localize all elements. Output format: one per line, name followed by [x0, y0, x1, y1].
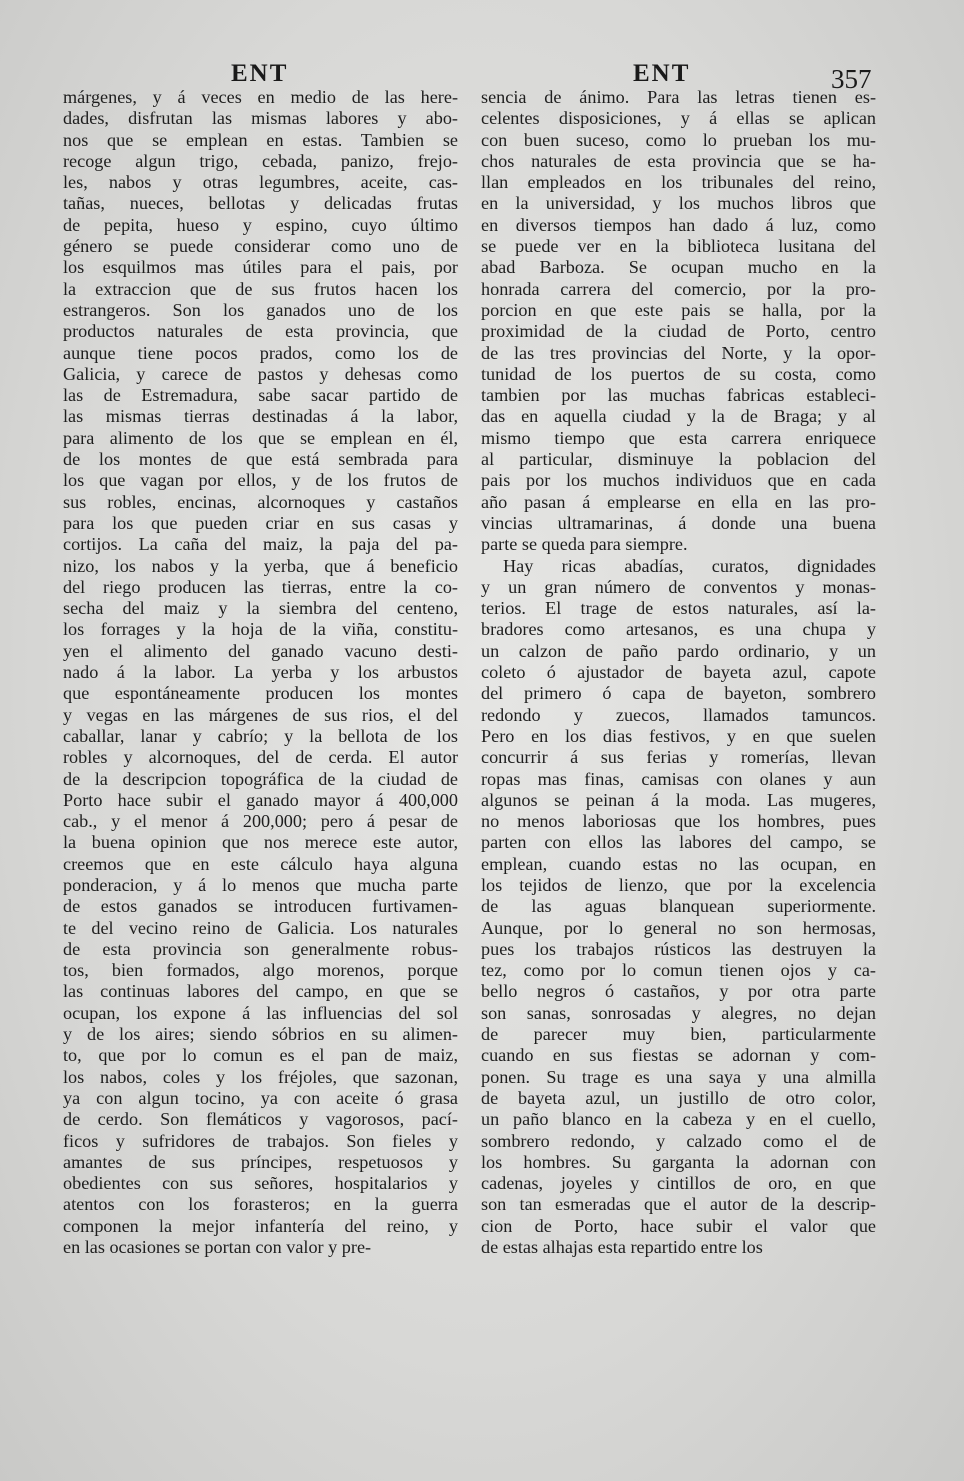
- text-line: los hombres. Su garganta la adornan con: [481, 1151, 876, 1172]
- text-line: estrangeros. Son los ganados uno de los: [63, 299, 458, 320]
- text-line: Porto hace subir el ganado mayor á 400,000: [63, 789, 458, 810]
- text-line: tunidad de los puertos de su costa, como: [481, 363, 876, 384]
- text-line: y un gran número de conventos y monas-: [481, 576, 876, 597]
- text-line: se puede ver en la biblioteca lusitana del: [481, 236, 876, 257]
- text-line: emplean, cuando estas no las ocupan, en: [481, 853, 876, 874]
- text-line: de la descripcion topográfica de la ciudad de: [63, 768, 458, 789]
- text-line: tambien por las muchas fabricas estableci-: [481, 385, 876, 406]
- text-line: los nabos, coles y los fréjoles, que sazonan,: [63, 1066, 458, 1087]
- text-line: coleto ó ajustador de bayeta azul, capote: [481, 662, 876, 683]
- text-line: Hay ricas abadías, curatos, dignidades: [503, 555, 876, 576]
- text-line: un paño blanco en la cabeza y en el cuello,: [481, 1109, 876, 1130]
- text-line: terios. El trage de estos naturales, así la-: [481, 598, 876, 619]
- text-line: Aunque, por lo general no son hermosas,: [481, 917, 876, 938]
- text-line: la buena opinion que nos merece este autor,: [63, 832, 458, 853]
- text-line: de cerdo. Son flemáticos y vagorosos, pací-: [63, 1109, 458, 1130]
- text-line: bradores como artesanos, es una chupa y: [481, 619, 876, 640]
- text-line: un calzon de paño pardo ordinario, y un: [481, 640, 876, 661]
- text-line: aunque tiene pocos prados, como los de: [63, 342, 458, 363]
- text-line: los esquilmos mas útiles para el pais, por: [63, 257, 458, 278]
- text-line: las mismas tierras destinadas á la labor,: [63, 406, 458, 427]
- text-line: de estas alhajas esta repartido entre los: [481, 1237, 763, 1258]
- text-line: recoge algun trigo, cebada, panizo, frejo-: [63, 150, 458, 171]
- text-line: bello negros ó castaños, y por otra parte: [481, 981, 876, 1002]
- text-line: sencia de ánimo. Para las letras tienen es-: [481, 87, 876, 107]
- text-line: sus robles, encinas, alcornoques y castaños: [63, 491, 458, 512]
- text-line: amantes de sus príncipes, respetuosos y: [63, 1151, 458, 1172]
- text-line: dades, disfrutan las mismas labores y abo-: [63, 108, 458, 129]
- text-line: mismo tiempo que esta carrera enriquece: [481, 427, 876, 448]
- text-line: Galicia, y carece de pastos y dehesas como: [63, 363, 458, 384]
- text-line: ficos y sufridores de trabajos. Son fieles y: [63, 1130, 458, 1151]
- text-line: concurrir á sus ferias y romerías, llevan: [481, 747, 876, 768]
- text-line: creemos que en este cálculo haya alguna: [63, 853, 458, 874]
- text-line: para alimento de los que se emplean en él,: [63, 427, 458, 448]
- text-line: pais por los muchos individuos que en cada: [481, 470, 876, 491]
- text-line: pues los trabajos rústicos las destruyen la: [481, 938, 876, 959]
- text-line: secha del maiz y la siembra del centeno,: [63, 598, 458, 619]
- text-line: parte se queda para siempre.: [481, 534, 688, 555]
- text-line: llan empleados en los tribunales del reino,: [481, 172, 876, 193]
- text-line: ocupan, los expone á las influencias del sol: [63, 1002, 458, 1023]
- text-line: algunos se peinan á la moda. Las mugeres,: [481, 789, 876, 810]
- text-line: de las aguas blanquean superiormente.: [481, 896, 876, 917]
- text-line: das en aquella ciudad y la de Braga; y al: [481, 406, 876, 427]
- text-line: la extraccion que de sus frutos hacen los: [63, 278, 458, 299]
- text-line: cuando en sus fiestas se adornan y com-: [481, 1045, 876, 1066]
- text-line: ponen. Su trage es una saya y una almilla: [481, 1066, 876, 1087]
- running-head-right: ENT: [633, 60, 691, 87]
- text-line: en las ocasiones se portan con valor y pre-: [63, 1237, 372, 1258]
- text-column-left: [63, 87, 458, 1258]
- text-line: en la universidad, y los muchos libros que: [481, 193, 876, 214]
- text-line: proximidad de la ciudad de Porto, centro: [481, 321, 876, 342]
- text-line: de esta provincia son generalmente robus-: [63, 938, 458, 959]
- text-line: honrada carrera del comercio, por la pro-: [481, 278, 876, 299]
- text-line: nos que se emplean en estas. Tambien se: [63, 129, 458, 150]
- text-line: porcion en que este pais se halla, por la: [481, 299, 876, 320]
- text-line: nizo, los nabos y la yerba, que á beneficio: [63, 555, 458, 576]
- text-line: cab., y el menor á 200,000; pero á pesar de: [63, 811, 458, 832]
- text-line: yen el alimento del ganado vacuno desti-: [63, 640, 458, 661]
- text-line: obedientes con sus señores, hospitalarios y: [63, 1173, 458, 1194]
- text-line: género se puede considerar como uno de: [63, 236, 458, 257]
- text-line: los tejidos de lienzo, que por la excelencia: [481, 874, 876, 895]
- text-line: no menos laboriosas que los hombres, pues: [481, 811, 876, 832]
- text-line: ponderacion, y á lo menos que mucha parte: [63, 874, 458, 895]
- text-line: robles y alcornoques, del de cerda. El autor: [63, 747, 458, 768]
- text-line: de bayeta azul, un justillo de otro color,: [481, 1087, 876, 1108]
- text-line: en diversos tiempos han dado á luz, como: [481, 214, 876, 235]
- text-line: tez, como por lo comun tienen ojos y ca-: [481, 960, 876, 981]
- text-line: caballar, lanar y cabrío; y la bellota de los: [63, 725, 458, 746]
- text-line: las continuas labores del campo, en que se: [63, 981, 458, 1002]
- text-line: productos naturales de esta provincia, que: [63, 321, 458, 342]
- text-line: con buen suceso, como lo prueban los mu-: [481, 129, 876, 150]
- text-line: y de los aires; siendo sóbrios en su alimen-: [63, 1024, 458, 1045]
- text-line: redondo y zuecos, llamados tamuncos.: [481, 704, 876, 725]
- text-line: los que vagan por ellos, y de los frutos de: [63, 470, 458, 491]
- text-line: tos, bien formados, algo morenos, porque: [63, 960, 458, 981]
- text-line: márgenes, y á veces en medio de las here-: [63, 87, 458, 107]
- text-line: tañas, nueces, bellotas y delicadas frutas: [63, 193, 458, 214]
- text-line: les, nabos y otras legumbres, aceite, cas-: [63, 172, 458, 193]
- text-line: componen la mejor infantería del reino, y: [63, 1215, 458, 1236]
- text-line: parten con ellos las labores del campo, se: [481, 832, 876, 853]
- text-line: al particular, disminuye la poblacion del: [481, 449, 876, 470]
- text-line: para los que pueden criar en sus casas y: [63, 512, 458, 533]
- text-line: los forrages y la hoja de la viña, constitu-: [63, 619, 458, 640]
- running-head-left: ENT: [231, 60, 289, 87]
- text-column-right: [481, 87, 876, 1258]
- text-line: de pepita, hueso y espino, cuyo último: [63, 214, 458, 235]
- text-line: de estos ganados se introducen furtivamen-: [63, 896, 458, 917]
- text-line: y vegas en las márgenes de sus rios, el del: [63, 704, 458, 725]
- text-line: de los montes de que está sembrada para: [63, 449, 458, 470]
- text-line: cadenas, joyeles y cintillos de oro, en que: [481, 1173, 876, 1194]
- text-line: atentos con los forasteros; en la guerra: [63, 1194, 458, 1215]
- page-number: 357: [831, 64, 872, 94]
- text-line: Pero en los dias festivos, y en que suelen: [481, 725, 876, 746]
- text-line: del riego producen las tierras, entre la co-: [63, 576, 458, 597]
- text-line: ya con algun tocino, ya con aceite ó grasa: [63, 1087, 458, 1108]
- text-line: son tan esmeradas que el autor de la descrip-: [481, 1194, 876, 1215]
- text-line: te del vecino reino de Galicia. Los naturales: [63, 917, 458, 938]
- text-line: to, que por lo comun es el pan de maiz,: [63, 1045, 458, 1066]
- text-line: año pasan á emplearse en ella en las pro-: [481, 491, 876, 512]
- text-line: de parecer muy bien, particularmente: [481, 1024, 876, 1045]
- text-line: sombrero redondo, y calzado como el de: [481, 1130, 876, 1151]
- text-line: chos naturales de esta provincia que se ha-: [481, 150, 876, 171]
- text-line: que espontáneamente producen los montes: [63, 683, 458, 704]
- text-line: cion de Porto, hace subir el valor que: [481, 1215, 876, 1236]
- text-line: celentes disposiciones, y á ellas se aplican: [481, 108, 876, 129]
- text-line: son sanas, sonrosadas y alegres, no dejan: [481, 1002, 876, 1023]
- text-line: las de Estremadura, sabe sacar partido de: [63, 385, 458, 406]
- text-line: vincias ultramarinas, á donde una buena: [481, 512, 876, 533]
- text-line: cortijos. La caña del maiz, la paja del pa-: [63, 534, 458, 555]
- text-line: ropas mas finas, camisas con olanes y aun: [481, 768, 876, 789]
- text-line: nado á la labor. La yerba y los arbustos: [63, 662, 458, 683]
- text-line: abad Barboza. Se ocupan mucho en la: [481, 257, 876, 278]
- text-line: de las tres provincias del Norte, y la opor-: [481, 342, 876, 363]
- text-line: del primero ó capa de bayeton, sombrero: [481, 683, 876, 704]
